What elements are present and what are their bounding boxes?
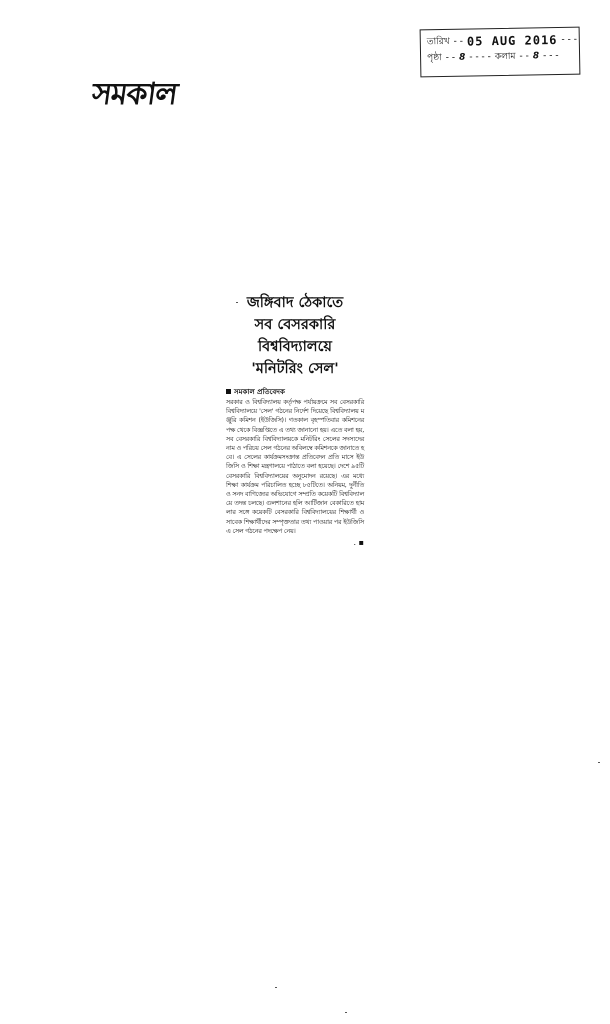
article-body: সরকার ও বিশ্ববিদ্যালয় কর্তৃপক্ষ পর্যায়ক্রমে সব বেসরকারি বিশ্ববিদ্যালয়ে 'সেল' গঠনের নির্দেশ দিয়েছে বিশ্ববিদ্যালয় মঞ্জুরি কমিশন (ইউজিসি)। গতকাল বৃহস্পতিবার কমিশনের পক্ষ থেকে বিজ্ঞপ্তিতে এ তথ্য জানানো হয়। এতে বলা হয়, সব বেসরকারি বিশ্ববিদ্যালয়কে মনিটরিং সেলের সদস্যদের নাম ও পরিচয় সেল গঠনের অবিলম্বে কমিশনকে জানাতে হবে। এ সেলের কার্যক্রমসংক্রান্ত প্রতিবেদন প্রতি মাসে ইউজিসি ও শিক্ষা মন্ত্রণালয়ে পাঠাতে বলা হয়েছে। দেশে ৯৫টি বেসরকারি বিশ্ববিদ্যালয়ের অনুমোদন রয়েছে। এর মধ্যে শিক্ষা কার্যক্রম পরিচালিত হচ্ছে ৮৫টিতে। অনিয়ম, দুর্নীতি ও সনদ বাণিজ্যের অভিযোগে সম্প্রতি কয়েকটি বিশ্ববিদ্যালয়ে তদন্ত চলছে। গুলশানের হলি আর্টিজান বেকারিতে হামলার সঙ্গে কয়েকটি বেসরকারি বিশ্ববিদ্যালয়ের শিক্ষার্থী ও সাবেক শিক্ষার্থীদের সম্পৃক্ততার তথ্য পাওয়ার পর ইউজিসি এ সেল গঠনের পদক্ষেপ নেয়। — [226, 399, 364, 535]
stamp-column-value: 8 — [532, 51, 540, 62]
scan-speck — [345, 1012, 347, 1013]
headline-line-2: সব বেসরকারি — [254, 317, 336, 333]
newspaper-masthead: সমকাল — [89, 77, 180, 112]
stamp-date-label: তারিখ — [426, 36, 450, 48]
scan-speck — [598, 762, 600, 763]
news-clipping — [226, 292, 364, 547]
byline-text: সমকাল প্রতিবেদক — [234, 388, 285, 396]
headline-line-1: জঙ্গিবাদ ঠেকাতে — [246, 295, 344, 311]
headline-line-3: বিশ্ববিদ্যালয়ে — [258, 339, 332, 355]
scan-speck — [275, 987, 277, 988]
stamp-page-value: 8 — [458, 52, 466, 63]
stamp-page-label: পৃষ্ঠা — [427, 53, 442, 64]
article-headline — [226, 292, 364, 380]
scan-speck — [236, 302, 238, 303]
bullet-square-icon — [226, 389, 231, 394]
stamp-column-label: কলাম — [494, 51, 516, 63]
article-end-mark: . ▪ — [353, 538, 364, 548]
stamp-date-value: 05 AUG 2016 — [466, 32, 558, 49]
filing-stamp: তারিখ - - 05 AUG 2016 - - - পৃষ্ঠা - - 8 - - - - কলাম - - 8 - - - — [420, 27, 581, 78]
headline-line-4: 'মনিটরিং সেল' — [251, 361, 339, 377]
article-byline — [226, 388, 364, 397]
